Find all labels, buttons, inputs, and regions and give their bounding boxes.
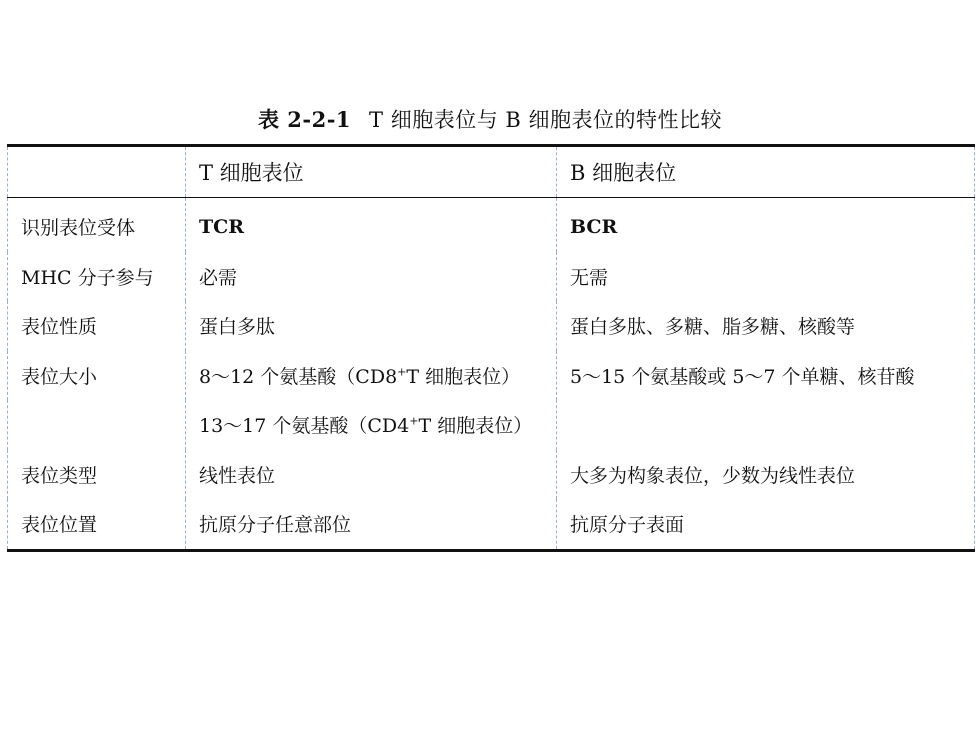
table-row (8, 450, 975, 500)
t-cell-value: 线性表位 (186, 450, 557, 500)
table-row (8, 400, 975, 450)
row-label (8, 400, 186, 450)
table-row (8, 198, 975, 252)
t-cell-value: 蛋白多肽 (186, 301, 557, 351)
t-cell-value-main: 8～12 个氨基酸（CD8 (199, 365, 398, 388)
superscript-plus: + (397, 365, 407, 379)
row-label: 表位大小 (8, 351, 186, 401)
b-cell-value: 大多为构象表位，少数为线性表位 (557, 450, 975, 500)
header-b-cell-epitope: B 细胞表位 (557, 146, 975, 198)
b-cell-value: BCR (557, 198, 975, 252)
t-cell-value-main: 13～17 个氨基酸（CD4 (199, 415, 410, 438)
b-cell-value (557, 400, 975, 450)
b-cell-value: 蛋白多肽、多糖、脂多糖、核酸等 (557, 301, 975, 351)
table-row (8, 499, 975, 550)
t-cell-value: 抗原分子任意部位 (186, 499, 557, 550)
header-corner (8, 146, 186, 198)
table-row (8, 351, 975, 401)
t-cell-value (186, 351, 557, 401)
t-cell-value: 必需 (186, 252, 557, 302)
b-cell-value: 5～15 个氨基酸或 5～7 个单糖、核苷酸 (557, 351, 975, 401)
row-label: 识别表位受体 (8, 198, 186, 252)
b-cell-value: 无需 (557, 252, 975, 302)
comparison-table-container (7, 144, 974, 552)
row-label: 表位类型 (8, 450, 186, 500)
t-cell-value (186, 400, 557, 450)
header-row (8, 146, 975, 198)
t-cell-value: TCR (186, 198, 557, 252)
table-caption (0, 104, 980, 134)
comparison-table (7, 144, 975, 552)
header-t-cell-epitope: T 细胞表位 (186, 146, 557, 198)
row-label: 表位性质 (8, 301, 186, 351)
row-label: MHC 分子参与 (8, 252, 186, 302)
superscript-plus: + (409, 414, 419, 428)
table-row (8, 301, 975, 351)
table-number: 表 2-2-1 (257, 107, 352, 132)
t-cell-value-tail: T 细胞表位） (418, 415, 533, 438)
b-cell-value: 抗原分子表面 (557, 499, 975, 550)
table-row (8, 252, 975, 302)
table-title: T 细胞表位与 B 细胞表位的特性比较 (369, 108, 723, 132)
row-label: 表位位置 (8, 499, 186, 550)
t-cell-value-tail: T 细胞表位） (406, 365, 521, 388)
